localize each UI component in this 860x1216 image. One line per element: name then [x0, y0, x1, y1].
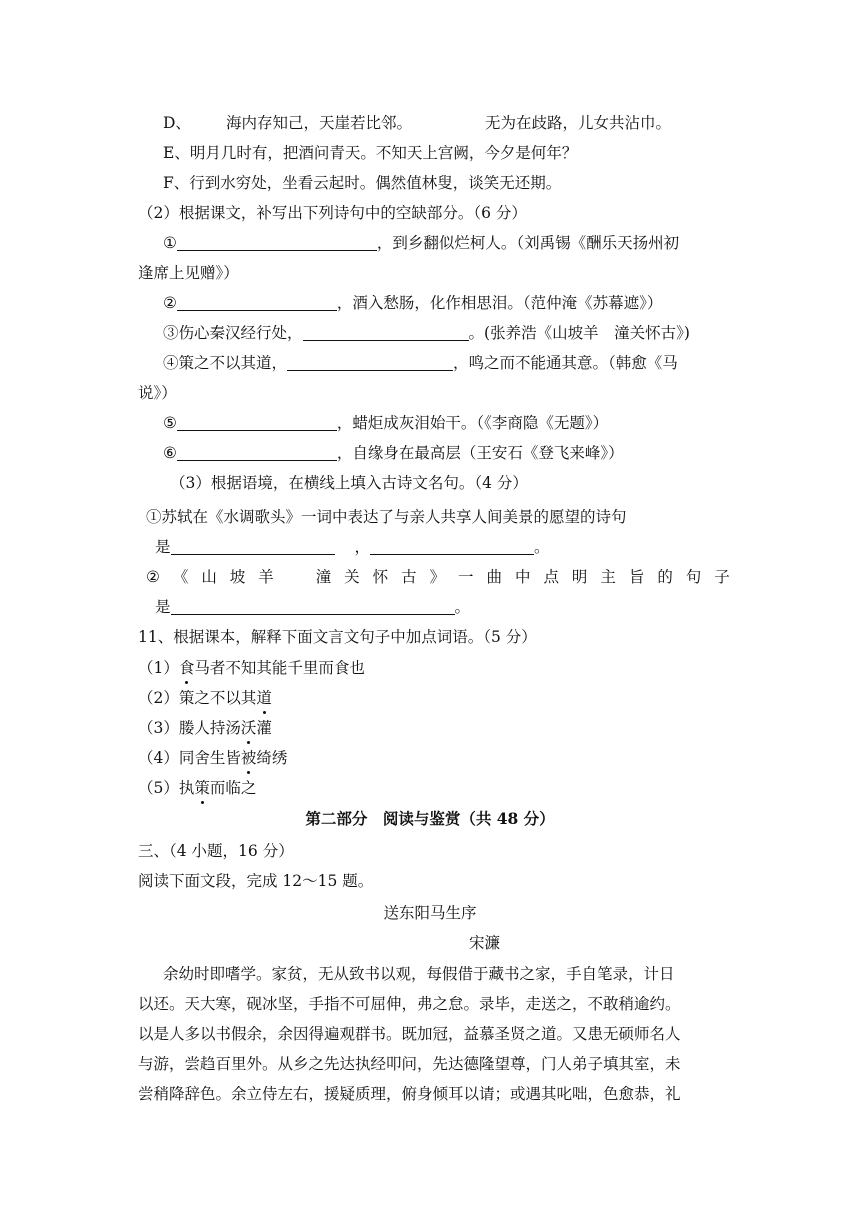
q2-item-3-blank[interactable] — [303, 324, 469, 341]
q3-item-2-end: 。 — [454, 598, 471, 616]
q2-item-6-text: ，自缘身在最高层（王安石《登飞来峰》） — [336, 444, 624, 462]
q3-header: （3）根据语境，在横线上填入古诗文名句。（4 分） — [170, 474, 528, 492]
q3-item-2-char: 关 — [344, 568, 360, 586]
q2-item-5 — [163, 412, 608, 434]
q3-item-2-char: 子 — [714, 568, 730, 586]
q3-item-2-char: ② — [146, 568, 160, 586]
q3-item-2-char: 的 — [657, 568, 673, 586]
q2-item-2-text: ，酒入愁肠，化作相思泪。（范仲淹《苏幕遮》） — [336, 294, 663, 312]
q3-item-2-char: 羊 — [258, 568, 274, 586]
q11-item-text: （4）同舍生皆 — [138, 749, 241, 767]
essay-author: 宋濂 — [469, 934, 501, 952]
q2-item-4-blank[interactable] — [287, 354, 453, 371]
q11-dotted-word: 食 — [178, 659, 195, 677]
reading-instruction: 阅读下面文段，完成 12～15 题。 — [138, 872, 374, 890]
q11-item-text: 而临之 — [209, 779, 257, 797]
q11-item-text: 灌 — [256, 719, 272, 737]
q11-item-3 — [138, 717, 272, 739]
q3-item-2-char: 曲 — [486, 568, 503, 586]
q11-dotted-word: 沃 — [240, 719, 257, 737]
q2-item-5-text: ，蜡炬成灰泪始干。（《李商隐《无题》） — [336, 414, 609, 432]
q3-item-2-char: 主 — [600, 568, 616, 586]
q3-item-2-char: 旨 — [628, 568, 645, 586]
q2-item-5-num: ⑤ — [163, 414, 177, 432]
q11-item-text: 绮绣 — [256, 749, 288, 767]
q2-item-2 — [163, 292, 662, 314]
q3-item-1-blank-2[interactable] — [370, 538, 534, 555]
q11-item-2 — [138, 687, 272, 709]
option-d-part1: 海内存知己，天崖若比邻。 — [226, 114, 413, 132]
q3-item-2-line2 — [155, 596, 470, 618]
q11-dotted-word: 被 — [240, 749, 257, 767]
q3-item-2-char: 怀 — [372, 568, 389, 586]
q3-item-2-char: 《 — [172, 568, 189, 586]
essay-line-1: 余幼时即嗜学。家贫，无从致书以观，每假借于藏书之家，手自笔录，计日 — [163, 965, 675, 983]
q3-item-1-line2 — [155, 536, 550, 558]
q2-item-4-text-after: ，鸣之而不能通其意。（韩愈《马 — [453, 354, 678, 372]
q2-header: （2）根据课文，补写出下列诗句中的空缺部分。（6 分） — [138, 204, 527, 222]
q2-item-5-blank[interactable] — [177, 414, 337, 431]
q11-item-text: 马者不知其能千里而食也 — [194, 659, 365, 677]
q11-item-4 — [138, 747, 287, 769]
q11-item-text: （1） — [138, 659, 179, 677]
essay-line-3: 以是人多以书假余，余因得遍观群书。既加冠，益慕圣贤之道。又患无硕师名人 — [138, 1025, 681, 1043]
q2-item-1-num: ① — [163, 234, 177, 252]
q2-item-4-cont: 说》） — [138, 384, 177, 402]
essay-title: 送东阳马生序 — [383, 904, 477, 922]
q3-item-2-char: 点 — [543, 568, 559, 586]
option-f: F、行到水穷处，坐看云起时。偶然值林叟，谈笑无还期。 — [163, 174, 562, 192]
q2-item-3-text-before: ③伤心秦汉经行处， — [163, 324, 303, 342]
q3-item-2-char: 一 — [458, 568, 474, 586]
q3-item-2-char: 中 — [514, 568, 531, 586]
q11-dotted-word: 道 — [256, 689, 272, 707]
q3-item-2-line1 — [146, 566, 730, 588]
part2-title: 第二部分 阅读与鉴赏（共 48 分） — [305, 809, 555, 828]
option-d-part2: 无为在歧路，儿女共沾巾。 — [485, 114, 672, 132]
q3-item-2-char: 山 — [201, 568, 217, 586]
option-d-label: D、 — [163, 114, 191, 132]
q3-item-2-char: 明 — [571, 568, 588, 586]
q3-item-1-prefix: 是 — [155, 538, 171, 556]
q3-item-1-line1: ①苏轼在《水调歌头》一词中表达了与亲人共享人间美景的愿望的诗句 — [146, 508, 627, 526]
q3-item-2-char — [287, 566, 303, 588]
q2-item-6-blank[interactable] — [177, 444, 337, 461]
q2-item-1-cont: 逢席上见赠》） — [138, 264, 239, 282]
q3-item-2-char: 坡 — [229, 568, 246, 586]
q3-item-2-prefix: 是 — [155, 598, 171, 616]
essay-line-2: 以还。天大寒，砚冰坚，手指不可屈伸，弗之怠。录毕，走送之，不敢稍逾约。 — [138, 995, 681, 1013]
q2-item-1 — [163, 232, 679, 254]
q2-item-1-text: ，到乡翻似烂柯人。（刘禹锡《酬乐天扬州初 — [376, 234, 680, 252]
q2-item-3-text-after: 。(张养浩《山坡羊 潼关怀古》) — [468, 324, 690, 342]
q11-item-text: （5）执 — [138, 779, 195, 797]
q11-item-text: （3）媵人持汤 — [138, 719, 241, 737]
q2-item-2-blank[interactable] — [177, 294, 337, 311]
q11-item-text: （2）策之不以其 — [138, 689, 257, 707]
q3-item-1-sep: ， — [354, 538, 371, 556]
q2-item-6 — [163, 442, 624, 464]
q2-item-2-num: ② — [163, 294, 177, 312]
q11-header: 11、根据课本，解释下面文言文句子中加点词语。（5 分） — [138, 628, 537, 646]
q3-item-1-blank-1[interactable] — [171, 538, 335, 555]
q3-item-2-blank[interactable] — [171, 598, 455, 615]
q11-item-1 — [138, 657, 365, 679]
q2-item-1-blank[interactable] — [177, 234, 377, 251]
q2-item-3 — [163, 322, 690, 344]
essay-line-4: 与游，尝趋百里外。从乡之先达执经叩问，先达德隆望尊，门人弟子填其室，未 — [138, 1055, 681, 1073]
section-3-header: 三、（4 小题，16 分） — [138, 842, 294, 860]
essay-line-5: 尝稍降辞色。余立侍左右，援疑质理，俯身倾耳以请；或遇其叱咄，色愈恭，礼 — [138, 1085, 681, 1103]
q3-item-2-char: 潼 — [315, 568, 332, 586]
q3-item-2-char: 》 — [429, 568, 446, 586]
q2-item-4-text-before: ④策之不以其道， — [163, 354, 288, 372]
q11-dotted-word: 策 — [194, 779, 210, 797]
q3-item-2-char: 古 — [401, 568, 417, 586]
q2-item-6-num: ⑥ — [163, 444, 177, 462]
q3-item-2-char: 句 — [685, 568, 702, 586]
option-e: E、明月几时有，把酒问青天。不知天上宫阙，今夕是何年？ — [163, 144, 578, 162]
q3-item-1-end: 。 — [534, 538, 550, 556]
q2-item-4 — [163, 352, 678, 374]
q11-item-5 — [138, 777, 256, 799]
